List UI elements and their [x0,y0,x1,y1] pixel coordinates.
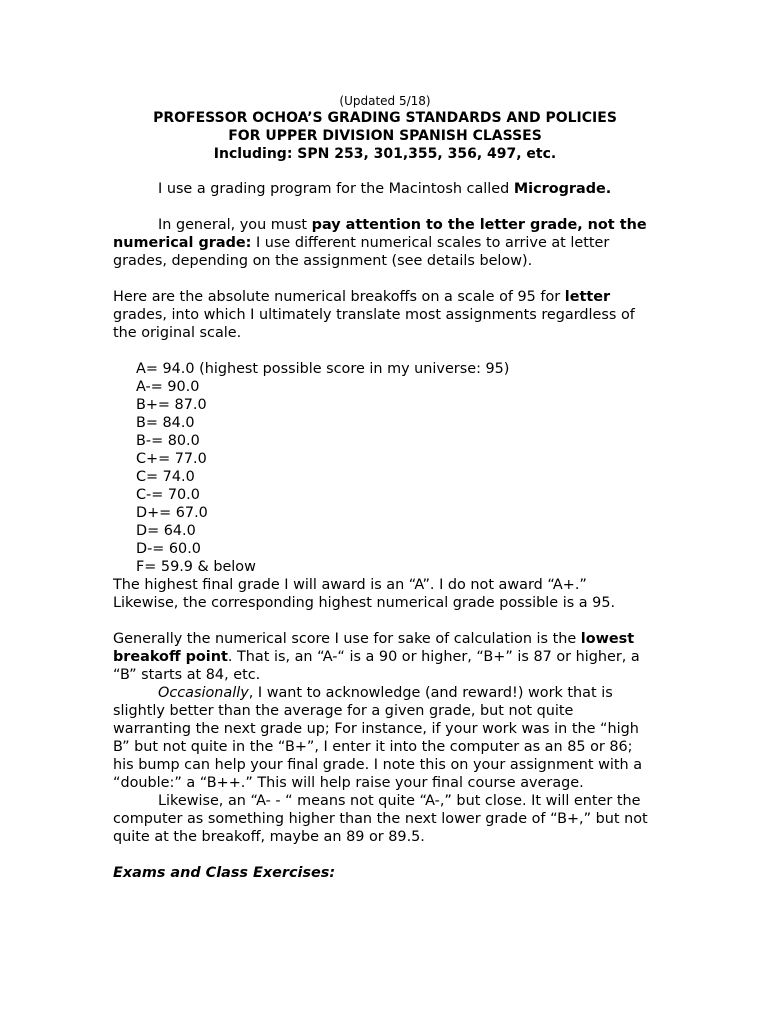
general-text-2: I use different numerical scales to arrive at letter grades, depending on the assignment (see details below). [113,235,610,269]
calculation-bold: lowest breakoff point [113,631,635,665]
highest-line-2: Likewise, the corresponding highest numerical grade possible is a 95. [113,595,616,611]
calculation-text-2: . That is, an “A-“ is a 90 or higher, “B+” is 87 or higher, a “B” starts at 84, etc. [113,649,640,683]
breakoffs-text-2: grades, into which I ultimately translate most assignments regardless of the original scale. [113,307,635,341]
calculation-text-1: Generally the numerical score I use for sake of calculation is the [113,631,581,647]
grade-item: F= 59.9 & below [136,559,256,575]
intro-bold: Micrograde. [513,181,612,197]
grade-item: C-= 70.0 [136,487,200,503]
breakoffs-text-1: Here are the absolute numerical breakoffs on a scale of 95 for [113,289,565,305]
document-title [0,109,770,163]
document-body [113,180,653,882]
title-line-2: FOR UPPER DIVISION SPANISH CLASSES [228,128,542,144]
general-bold: pay attention to the letter grade, not the numerical grade: [113,217,647,251]
section-heading: Exams and Class Exercises: [113,865,336,881]
updated-note: (Updated 5/18) [339,94,431,108]
grade-scale-list [113,360,653,576]
grade-item: D+= 67.0 [136,505,208,521]
general-paragraph [113,216,653,270]
title-line-3: Including: SPN 253, 301,355, 356, 497, etc. [213,146,557,162]
occasionally-text: , I want to acknowledge (and reward!) work that is slightly better than the average for a given grade, but not quite warranting the next grade up; For instance, if your work was in the “high B” but not quite in the “B+”, I enter it into the computer as an 85 or 86; his bump can help your final grade. I note this on your assignment with a “double:” a “B++.” This will help raise your final course average. [113,685,643,791]
occasionally-paragraph [113,684,653,792]
grade-item: C+= 77.0 [136,451,207,467]
general-text-1: In general, you must [158,217,312,233]
occasionally-italic: Occasionally [158,685,249,701]
grade-item: B= 84.0 [136,415,195,431]
likewise-paragraph: Likewise, an “A- - “ means not quite “A-,” but close. It will enter the computer as something higher than the next lower grade of “B+,” but not quite at the breakoff, maybe an 89 or 89.5. [113,793,648,845]
calculation-paragraph [113,630,653,684]
grade-item: C= 74.0 [136,469,195,485]
breakoffs-paragraph [113,288,653,342]
title-line-1: PROFESSOR OCHOA’S GRADING STANDARDS AND POLICIES [153,110,617,126]
grade-item: B-= 80.0 [136,433,200,449]
grade-item: A-= 90.0 [136,379,200,395]
highest-line-1: The highest final grade I will award is an “A”. I do not award “A+.” [113,577,587,593]
breakoffs-bold: letter [564,289,611,305]
grade-item: D= 64.0 [136,523,196,539]
intro-text: I use a grading program for the Macintosh called [158,181,514,197]
intro-paragraph [113,180,653,198]
grade-item: A= 94.0 (highest possible score in my universe: 95) [136,361,510,377]
grade-item: B+= 87.0 [136,397,207,413]
grade-item: D-= 60.0 [136,541,201,557]
